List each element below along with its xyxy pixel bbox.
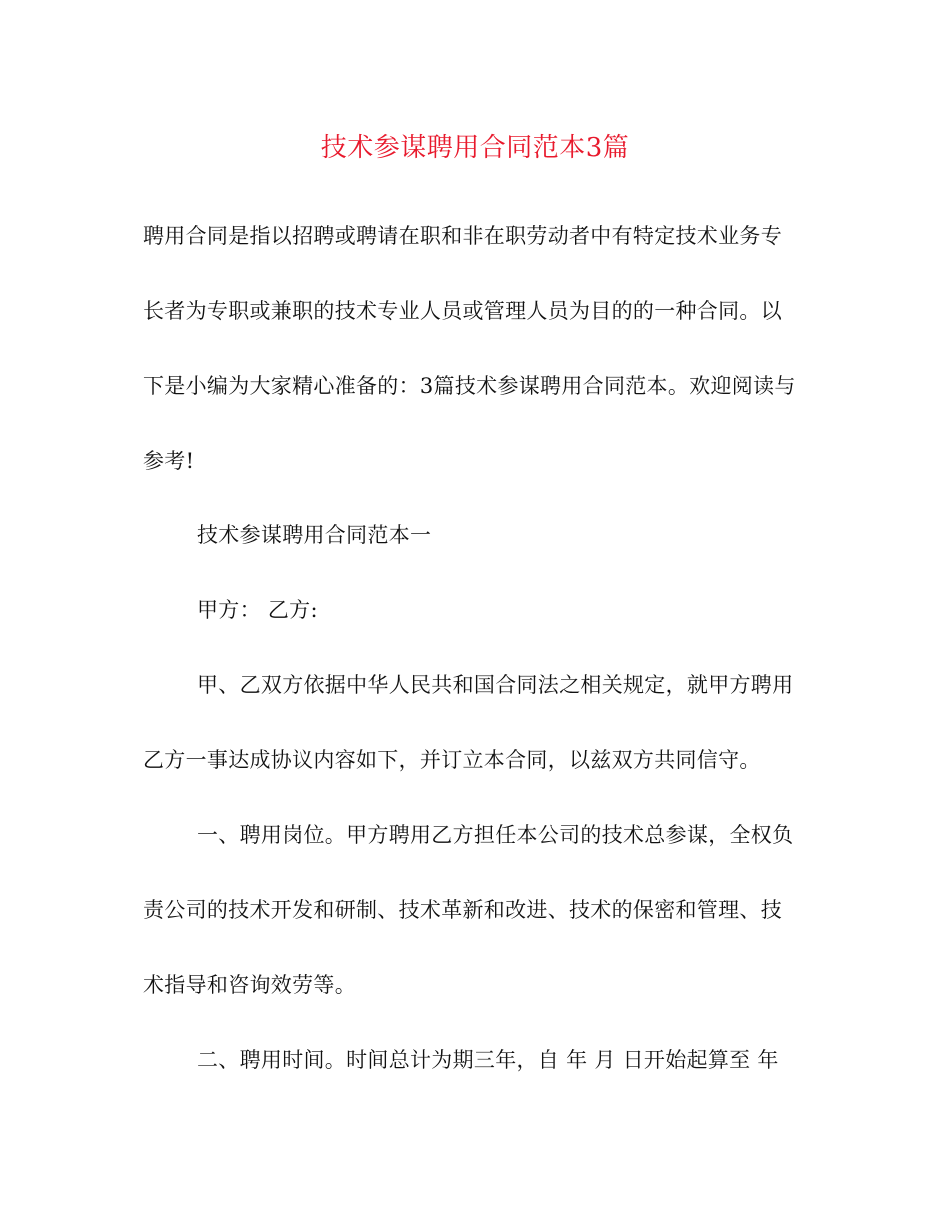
clause-1-line-1: 一、聘用岗位。甲方聘用乙方担任本公司的技术总参谋，全权负	[197, 823, 794, 847]
document-title: 技术参谋聘用合同范本3篇	[320, 133, 630, 163]
intro-line-3: 下是小编为大家精心准备的：3篇技术参谋聘用合同范本。欢迎阅读与	[143, 374, 796, 398]
clause-2-line-1: 二、聘用时间。时间总计为期三年，自 年 月 日开始起算至 年	[197, 1048, 779, 1072]
section-heading: 技术参谋聘用合同范本一	[197, 523, 432, 547]
intro-line-1: 聘用合同是指以招聘或聘请在职和非在职劳动者中有特定技术业务专	[143, 224, 782, 248]
clause-1-line-2: 责公司的技术开发和研制、技术革新和改进、技术的保密和管理、技	[143, 898, 782, 922]
intro-line-4: 参考!	[143, 449, 195, 473]
clause-1-line-3: 术指导和咨询效劳等。	[143, 973, 356, 997]
intro-line-2: 长者为专职或兼职的技术专业人员或管理人员为目的的一种合同。以	[143, 299, 782, 323]
parties-line: 甲方： 乙方:	[197, 598, 318, 622]
preamble-line-2: 乙方一事达成协议内容如下，并订立本合同，以兹双方共同信守。	[143, 748, 761, 772]
preamble-line-1: 甲、乙双方依据中华人民共和国合同法之相关规定，就甲方聘用	[197, 673, 794, 697]
